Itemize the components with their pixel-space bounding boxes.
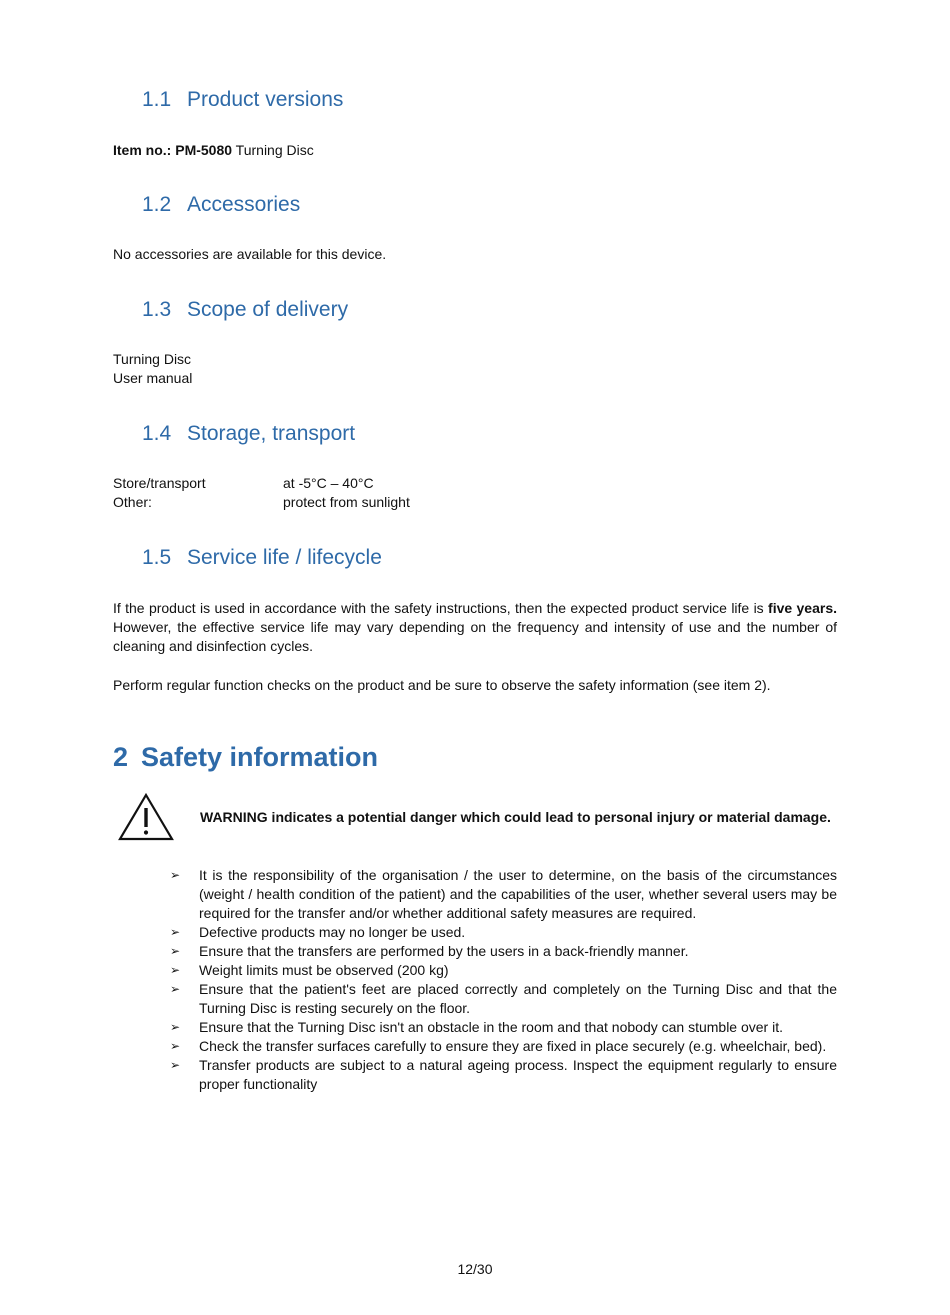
warning-triangle-icon xyxy=(118,792,174,842)
list-item-text: Defective products may no longer be used. xyxy=(199,924,466,940)
section-number: 1.4 xyxy=(142,422,172,445)
list-item-text: Ensure that the Turning Disc isn't an obstacle in the room and that nobody can stumble over it. xyxy=(199,1019,784,1035)
warning-text: WARNING indicates a potential danger which could lead to personal injury or material damage. xyxy=(200,809,831,825)
list-item xyxy=(170,1018,837,1037)
list-item-text: Check the transfer surfaces carefully to ensure they are fixed in place securely (e.g. wheelchair, bed). xyxy=(199,1038,827,1054)
section-heading-1-2 xyxy=(142,193,300,217)
section-heading-1-4 xyxy=(142,422,355,446)
list-item-text: Ensure that the patient's feet are placed correctly and completely on the Turning Disc and that the Turning Disc is resting securely on the floor. xyxy=(199,981,837,1016)
function-check-paragraph: Perform regular function checks on the product and be sure to observe the safety information (see item 2). xyxy=(113,677,771,693)
service-life-text: However, the effective service life may vary depending on the frequency and intensity of use and the number of cleaning and disinfection cycles. xyxy=(113,619,837,654)
storage-value: protect from sunlight xyxy=(283,494,410,510)
delivery-item: User manual xyxy=(113,370,193,386)
list-item-text: Ensure that the transfers are performed by the users in a back-friendly manner. xyxy=(199,943,689,959)
list-item xyxy=(170,980,837,1018)
section-title: Service life / lifecycle xyxy=(187,546,382,569)
list-item-text: Weight limits must be observed (200 kg) xyxy=(199,962,449,978)
section-number: 1.3 xyxy=(142,298,172,321)
section-heading-1-3 xyxy=(142,298,348,322)
service-life-paragraph xyxy=(113,599,837,656)
arrow-bullet-icon: ➢ xyxy=(170,868,181,882)
page-number: 12/30 xyxy=(457,1261,493,1277)
list-item xyxy=(170,866,837,923)
list-item-text: It is the responsibility of the organisation / the user to determine, on the basis of the circumstances (weight / health condition of the patient) and the capabilities of the user, whether several users may be required for the transfer and/or whether additional safety measures are required. xyxy=(199,867,837,921)
list-item xyxy=(170,1037,837,1056)
section-title: Product versions xyxy=(187,88,344,111)
chapter-title: Safety information xyxy=(141,742,379,772)
arrow-bullet-icon: ➢ xyxy=(170,1020,181,1034)
arrow-bullet-icon: ➢ xyxy=(170,1058,181,1072)
product-item-line xyxy=(113,141,314,160)
list-item xyxy=(170,1056,837,1094)
section-title: Accessories xyxy=(187,193,301,216)
section-heading-1-5 xyxy=(142,546,382,570)
item-label: Item no.: xyxy=(113,142,172,158)
storage-label: Store/transport xyxy=(113,475,206,491)
safety-list xyxy=(170,866,837,1094)
list-item xyxy=(170,942,837,961)
section-heading-1-1 xyxy=(142,88,343,112)
section-number: 1.2 xyxy=(142,193,172,216)
storage-label: Other: xyxy=(113,494,152,510)
item-name: Turning Disc xyxy=(232,142,314,158)
storage-value: at -5°C – 40°C xyxy=(283,475,374,491)
item-code: PM-5080 xyxy=(175,142,233,158)
accessories-text: No accessories are available for this device. xyxy=(113,246,387,262)
list-item xyxy=(170,961,837,980)
service-life-text: If the product is used in accordance with the safety instructions, then the expected product service life is xyxy=(113,600,769,616)
list-item xyxy=(170,923,837,942)
arrow-bullet-icon: ➢ xyxy=(170,982,181,996)
arrow-bullet-icon: ➢ xyxy=(170,963,181,977)
arrow-bullet-icon: ➢ xyxy=(170,925,181,939)
section-title: Storage, transport xyxy=(187,422,356,445)
section-number: 1.5 xyxy=(142,546,172,569)
section-number: 1.1 xyxy=(142,88,172,111)
arrow-bullet-icon: ➢ xyxy=(170,1039,181,1053)
service-life-years: five years. xyxy=(768,600,837,616)
section-title: Scope of delivery xyxy=(187,298,349,321)
arrow-bullet-icon: ➢ xyxy=(170,944,181,958)
chapter-number: 2 xyxy=(113,742,129,772)
delivery-item: Turning Disc xyxy=(113,351,192,367)
chapter-heading xyxy=(113,742,378,773)
list-item-text: Transfer products are subject to a natural ageing process. Inspect the equipment regularly to ensure proper functionality xyxy=(199,1057,837,1092)
